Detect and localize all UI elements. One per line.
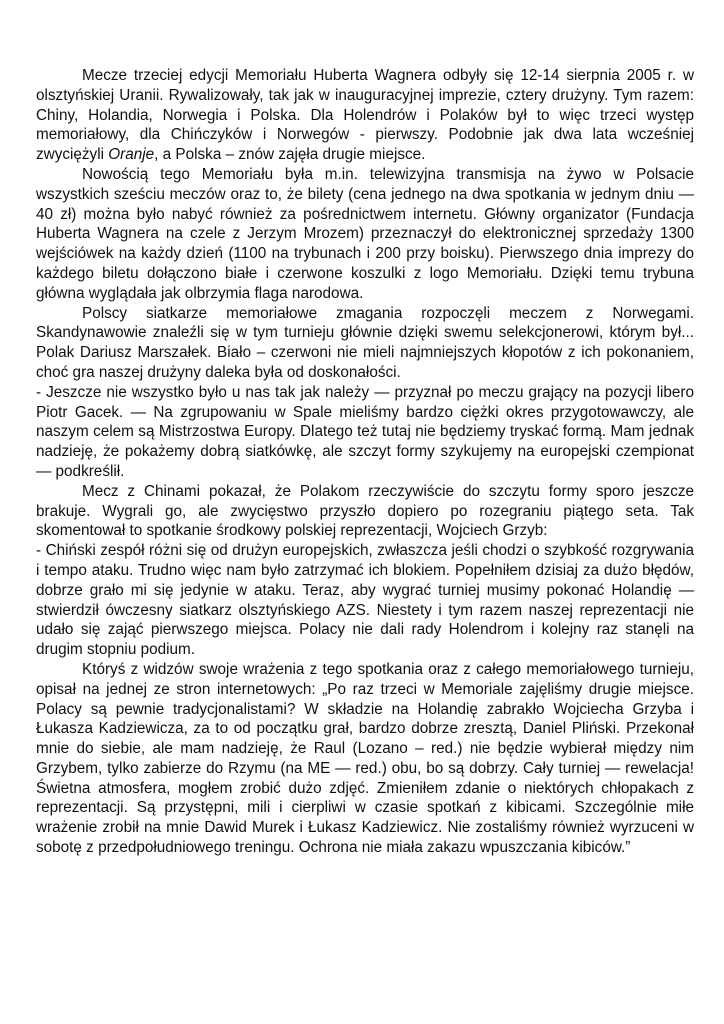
paragraph-3: Polscy siatkarze memoriałowe zmagania rozpoczęli meczem z Norwegami. Skandynawowie znaleźli się w tym turnieju głównie dzięki swemu selekcjonerowi, którym był... Polak Dariusz Marszałek. Biało – czerwoni nie mieli najmniejszych kłopotów z ich pokonaniem, choć gra naszej drużyny daleka była od doskonałości. xyxy=(36,304,694,381)
paragraph-1-emphasis: Oranje xyxy=(108,146,155,164)
paragraph-1-text-end: , a Polska – znów zajęła drugie miejsce. xyxy=(154,146,426,164)
paragraph-4-quote: - Jeszcze nie wszystko było u nas tak jak należy — przyznał po meczu grający na pozycji libero Piotr Gacek. — Na zgrupowaniu w Spale mieliśmy bardzo ciężki okres przygotowawczy, ale naszym celem są Mistrzostwa Europy. Dlatego też tutaj nie będziemy tryskać formą. Mam jednak nadzieję, że pokażemy dobrą siatkówkę, ale szczyt formy szykujemy na europejski czempionat — podkreślił. xyxy=(36,383,694,480)
paragraph-7: Któryś z widzów swoje wrażenia z tego spotkania oraz z całego memoriałowego turnieju, opisał na jednej ze stron internetowych: „Po raz trzeci w Memoriale zajęliśmy drugie miejsce. Polacy są pewnie tradycjonalistami? W składzie na Holandię zabrakło Wojciecha Grzyba i Łukasza Kadziewicza, za to od początku grał, bardzo dobrze zresztą, Daniel Pliński. Przekonał mnie do siebie, ale mam nadzieję, że Raul (Lozano – red.) nie będzie wybierał między nim Grzybem, tylko zabierze do Rzymu (na ME — red.) obu, bo są dobrzy. Cały turniej — rewelacja! Świetna atmosfera, mogłem zrobić dużo zdjęć. Zmieniłem zdanie o niektórych chłopakach z reprezentacji. Są przystępni, mili i cierpliwi w czasie spotkań z kibicami. Szczególnie miłe wrażenie zrobił na mnie Dawid Murek i Łukasz Kadziewicz. Nie zostaliśmy również wyrzuceni w sobotę z przedpołudniowego treningu. Ochrona nie miała zakazu wpuszczania kibiców.” xyxy=(36,660,694,857)
paragraph-6-quote: - Chiński zespół różni się od drużyn europejskich, zwłaszcza jeśli chodzi o szybkość rozgrywania i tempo ataku. Trudno więc nam było zatrzymać ich blokiem. Popełniłem dzisiaj za dużo błędów, dobrze grało mi się jedynie w ataku. Teraz, aby wygrać turniej musimy pokonać Holandię — stwierdził ówczesny siatkarz olsztyńskiego AZS. Niestety i tym razem naszej reprezentacji nie udało się zająć pierwszego miejsca. Polacy nie dali rady Holendrom i kolejny raz stanęli na drugim stopniu podium. xyxy=(36,542,694,659)
paragraph-5: Mecz z Chinami pokazał, że Polakom rzeczywiście do szczytu formy sporo jeszcze brakuje. Wygrali go, ale zwycięstwo przyszło dopiero po rozegraniu piątego seta. Tak skomentował to spotkanie środkowy polskiej reprezentacji, Wojciech Grzyb: xyxy=(36,482,694,540)
paragraph-1-text: Mecze trzeciej edycji Memoriału Huberta Wagnera odbyły się 12-14 sierpnia 2005 r. w olsztyńskiej Uranii. Rywalizowały, tak jak w inauguracyjnej imprezie, cztery drużyny. Tym razem: Chiny, Holandia, Norwegia i Polska. Dla Holendrów i Polaków był to więc trzeci występ memoriałowy, dla Chińczyków i Norwegów - pierwszy. Podobnie jak dwa lata wcześniej zwyciężyli xyxy=(36,67,694,164)
paragraph-2: Nowością tego Memoriału była m.in. telewizyjna transmisja na żywo w Polsacie wszystkich sześciu meczów oraz to, że bilety (cena jednego na dwa spotkania w jednym dniu — 40 zł) można było nabyć również za pośrednictwem internetu. Główny organizator (Fundacja Huberta Wagnera na czele z Jerzym Mrozem) przeznaczył do elektronicznej sprzedaży 1300 wejściówek na każdy dzień (1100 na trybunach i 200 przy boisku). Pierwszego dnia imprezy do każdego biletu dołączono białe i czerwone koszulki z logo Memoriału. Dzięki temu trybuna główna wyglądała jak olbrzymia flaga narodowa. xyxy=(36,165,694,302)
paragraph-1 xyxy=(36,66,694,165)
document-page xyxy=(36,66,694,858)
